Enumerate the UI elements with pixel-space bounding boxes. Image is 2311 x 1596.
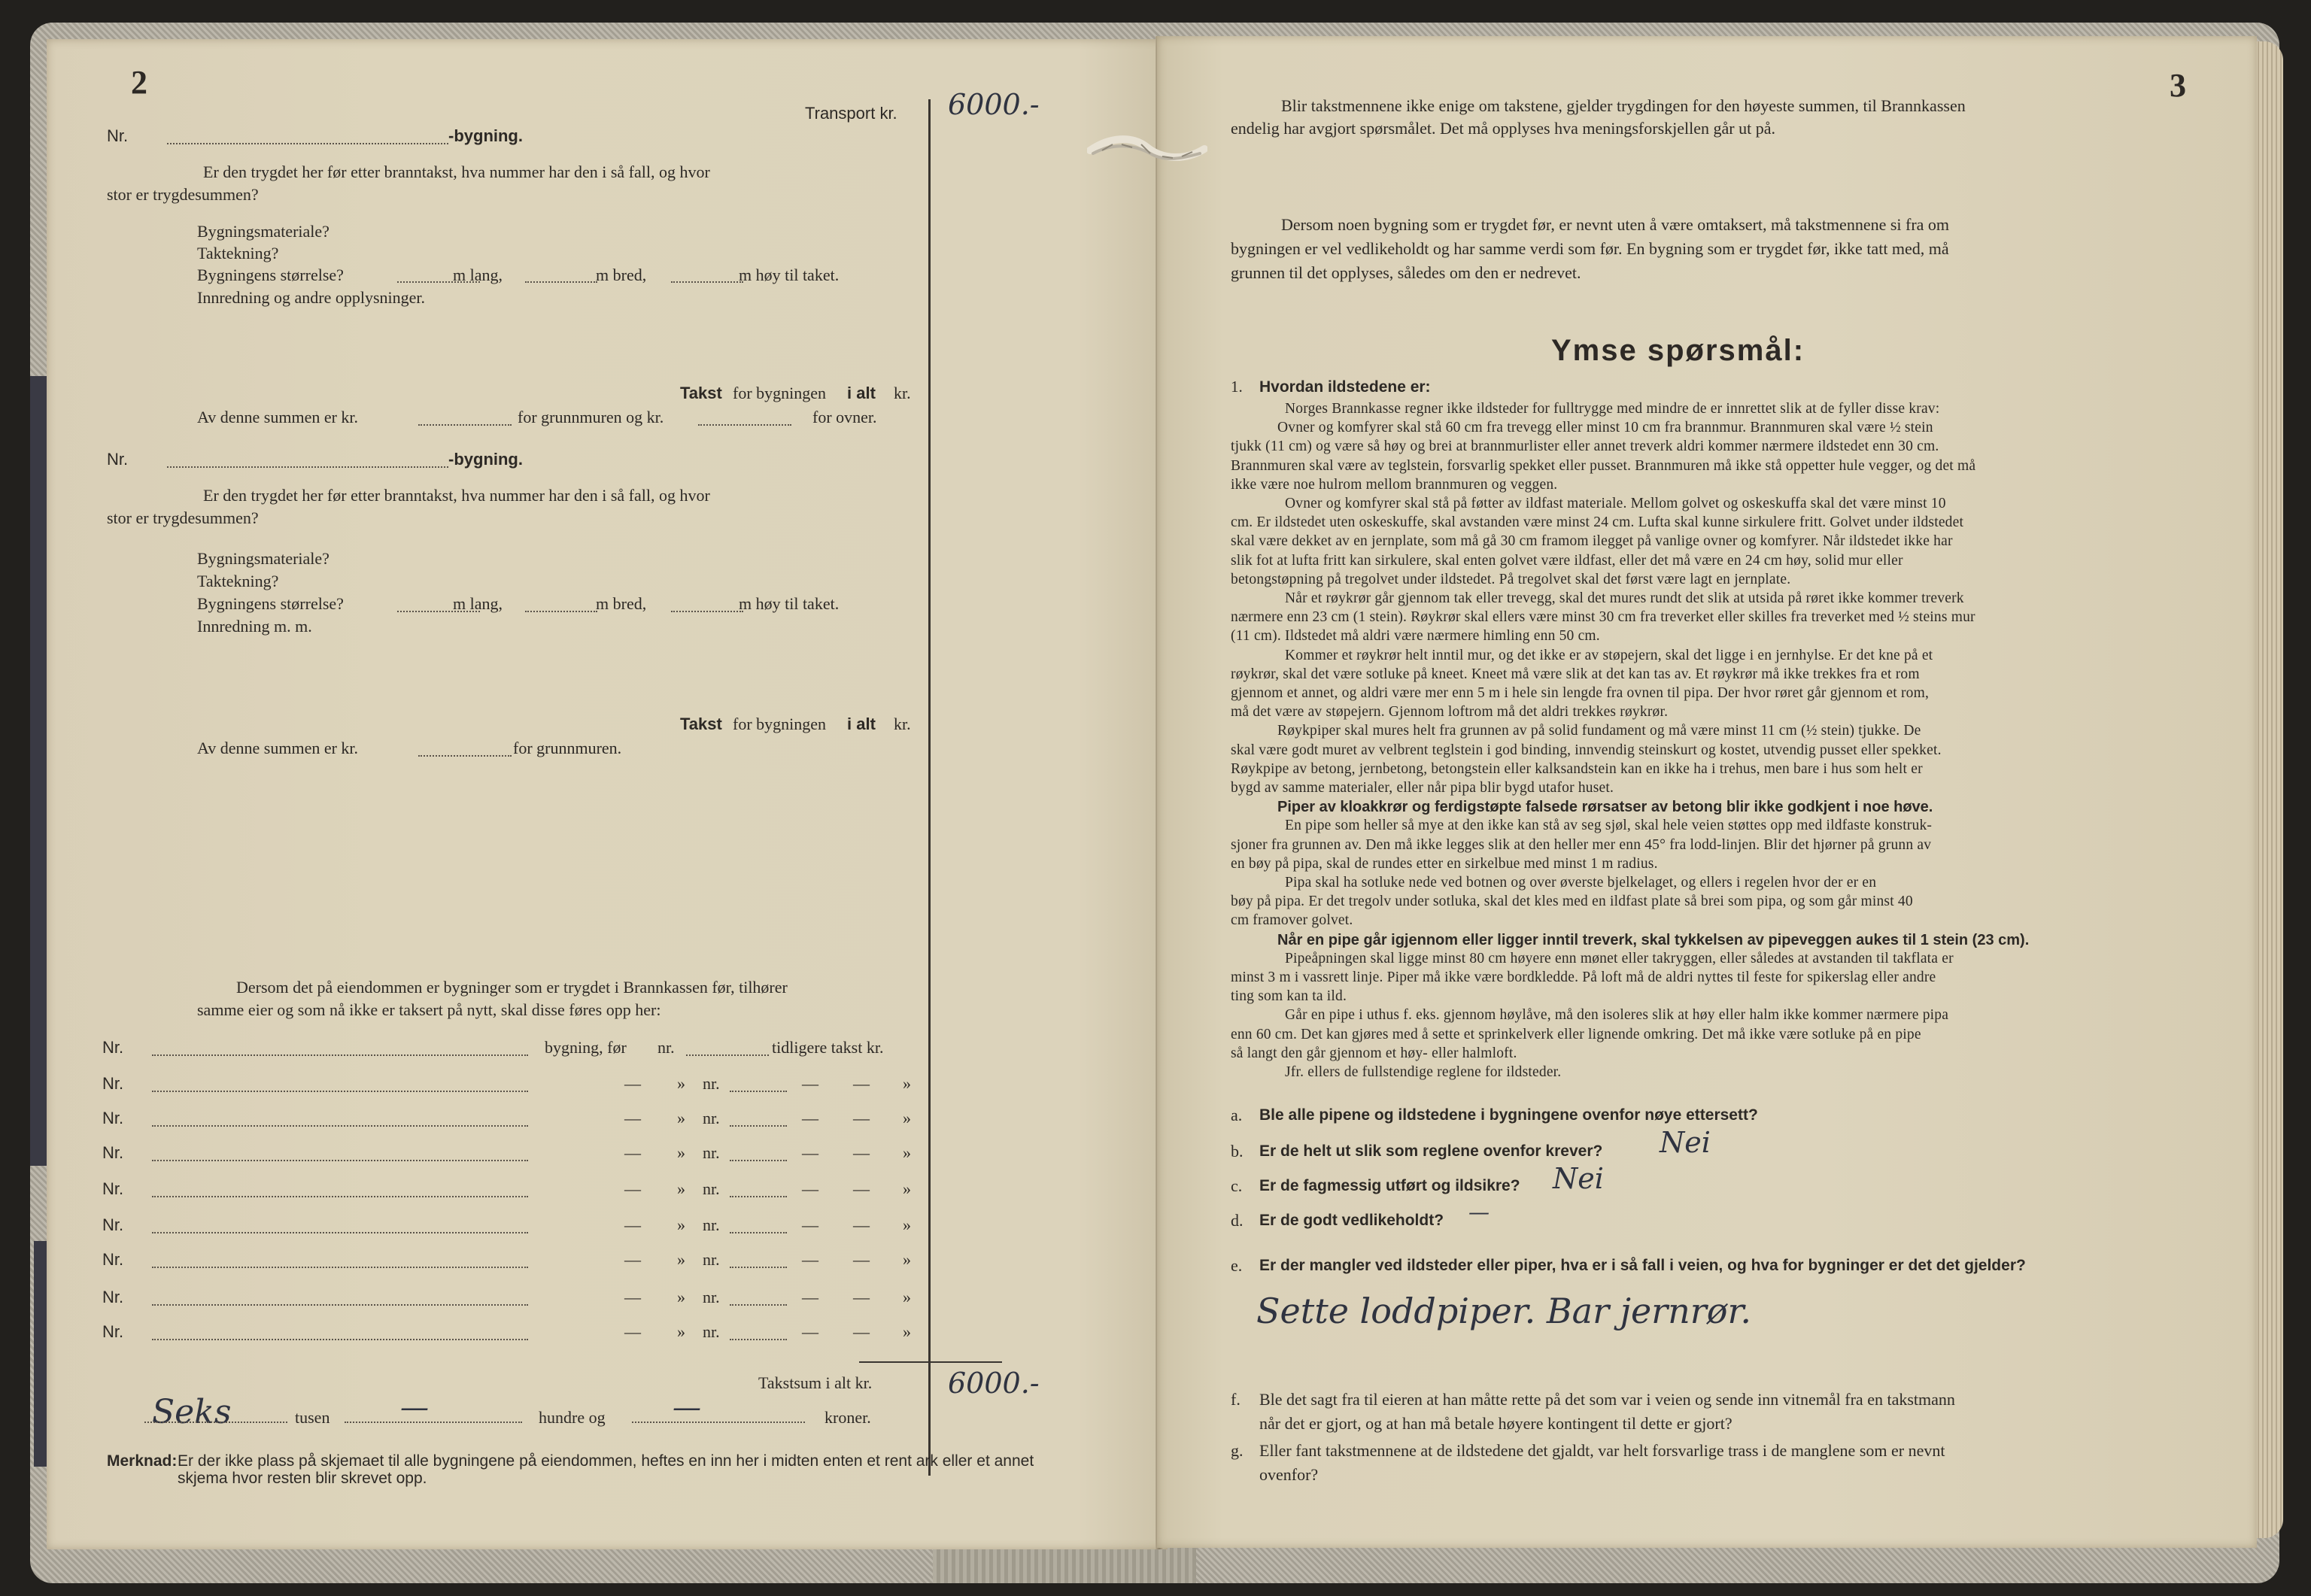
left-page: [47, 39, 1168, 1549]
ditto-mark: —: [624, 1074, 641, 1093]
nr-label: Nr.: [107, 126, 129, 145]
list-item: [47, 1324, 949, 1346]
instruction-text: samme eier og som nå ikke er taksert på nytt, skal disse føres opp her:: [197, 1000, 661, 1019]
regulation-line: sjoner fra grunnen av. Den må ikke legges slik at den heller mer enn 45° fra lodd-linjen. Blir det hjørner på grunn av: [1231, 836, 1932, 853]
question-title: Hvordan ildstedene er:: [1259, 378, 1431, 396]
nr-label: nr.: [703, 1288, 720, 1306]
question-text: Ble det sagt fra til eieren at han måtte rette på det som var i veien og sende inn vitnemål fra en takstmann: [1259, 1390, 1955, 1409]
list-text: tidligere takst kr.: [772, 1038, 884, 1057]
amount-words-handwritten: Seks: [152, 1393, 232, 1431]
regulation-line: slik fot at lufta fritt kan sirkulere, skal enten golvet være ildfast, eller det må være en 24 cm høy, solid mur eller: [1231, 552, 1903, 569]
nr-label: Nr.: [102, 1143, 124, 1162]
nr-label: Nr.: [102, 1179, 124, 1198]
regulation-line: Pipeåpningen skal ligge minst 80 cm høyere enn mønet eller takryggen, eller således at avstanden til takflata er: [1285, 950, 1954, 966]
question-text: stor er trygdesummen?: [107, 185, 259, 204]
ditto-mark: »: [903, 1179, 911, 1198]
nr-label: nr.: [703, 1215, 720, 1234]
regulation-line: enn 60 cm. Det kan gjøres med å sette et sprinkelverk eller lignende omkring. Det må ikke være sotluke på en pipe: [1231, 1026, 1921, 1042]
list-item: [47, 1252, 949, 1274]
ditto-mark: —: [853, 1074, 870, 1093]
fill-line: [152, 1232, 528, 1233]
kroner-label: kroner.: [824, 1408, 871, 1427]
fill-line: [730, 1267, 787, 1268]
nr-label: Nr.: [102, 1288, 124, 1306]
fill-line: [167, 143, 448, 144]
length-label: m lang,: [453, 594, 503, 613]
fill-line: [152, 1125, 528, 1127]
regulation-line: minst 3 m i vassrett linje. Piper må ikke være bordkledde. På loft må de aldri nyttes til feste for spikerslag eller andre: [1231, 969, 1936, 985]
sum-text: Av denne summen er kr.: [197, 408, 359, 426]
fill-line: [418, 755, 512, 757]
nr-label: nr.: [703, 1250, 720, 1269]
fill-line: [730, 1196, 787, 1197]
regulation-line: cm framover golvet.: [1231, 912, 1353, 929]
binding-thread: [1087, 128, 1207, 173]
fill-line: [698, 424, 791, 426]
ditto-mark: »: [903, 1288, 911, 1306]
ditto-mark: »: [677, 1179, 685, 1198]
question-letter: b.: [1231, 1142, 1244, 1161]
roofing-label: Taktekning?: [197, 244, 279, 262]
question-letter: a.: [1231, 1106, 1243, 1124]
question-text: Er der mangler ved ildsteder eller piper, hva er i så fall i veien, og hva for bygninger er det det gjelder?: [1259, 1257, 2026, 1274]
takst-kr: kr.: [894, 384, 911, 402]
fill-line: [152, 1160, 528, 1161]
width-label: m bred,: [596, 594, 647, 613]
question-text: Er de helt ut slik som reglene ovenfor krever?: [1259, 1142, 1603, 1160]
interior-label: Innredning og andre opplysninger.: [197, 288, 426, 307]
list-item: [47, 1110, 949, 1133]
paragraph-line: grunnen til det opplyses, således om den er nedrevet.: [1231, 263, 1581, 282]
nr-label: nr.: [703, 1074, 720, 1093]
ditto-mark: »: [677, 1074, 685, 1093]
fill-line: [525, 611, 597, 612]
question-letter: d.: [1231, 1211, 1244, 1230]
ditto-mark: —: [802, 1322, 818, 1341]
sum-text: Av denne summen er kr.: [197, 739, 359, 757]
regulation-heading-line: Ovner og komfyrer skal stå 60 cm fra trevegg eller minst 10 cm fra brannmur. Brannmuren skal være ½ stein: [1277, 420, 1933, 436]
fill-line: [671, 611, 743, 612]
takst-total: i alt: [847, 384, 876, 402]
ditto-mark: —: [624, 1143, 641, 1162]
merknad-text: skjema hvor resten blir skrevet opp.: [178, 1470, 427, 1487]
fill-line: [730, 1125, 787, 1127]
ditto-mark: »: [903, 1322, 911, 1341]
fill-line: [152, 1304, 528, 1306]
takstsum-label: Takstsum i alt kr.: [758, 1373, 873, 1392]
regulation-line: må det være av støpejern. Gjennom loftrom må det aldri trekkes røykrør.: [1231, 704, 1669, 721]
regulation-line: (11 cm). Ildstedet må aldri være nærmere himling enn 50 cm.: [1231, 628, 1600, 645]
regulation-line: Røykpipe av betong, jernbetong, betongstein eller kalksandstein kan en ikke ha i trehus, men bare i hus som helt er: [1231, 760, 1923, 777]
ditto-mark: —: [853, 1322, 870, 1341]
material-label: Bygningsmateriale?: [197, 222, 329, 241]
fill-line: [730, 1339, 787, 1340]
regulation-line: tjukk (11 cm) og være så høy og brei at brannmurlister eller annet treverk aldri kommer nærmere ildstedet enn 30 cm.: [1231, 438, 1939, 455]
fill-line: [632, 1422, 805, 1423]
question-letter: c.: [1231, 1176, 1243, 1195]
nr-label: Nr.: [102, 1074, 124, 1093]
size-label: Bygningens størrelse?: [197, 594, 344, 613]
fill-line: [730, 1304, 787, 1306]
list-text: bygning, før: [545, 1038, 627, 1057]
regulation-line: ting som kan ta ild.: [1231, 988, 1347, 1005]
ditto-mark: »: [903, 1250, 911, 1269]
question-text: Er de fagmessig utført og ildsikre?: [1259, 1177, 1520, 1194]
ditto-mark: »: [677, 1288, 685, 1306]
ditto-mark: »: [677, 1215, 685, 1234]
ditto-mark: —: [624, 1288, 641, 1306]
question-letter: e.: [1231, 1256, 1243, 1275]
regulation-line: En pipe som heller så mye at den ikke kan stå av seg sjøl, skal hele veien støttes opp med ildfaste konstruk-: [1285, 818, 1933, 834]
regulation-line: betongstøpning på tregolvet under ildstedet. På tregolvet skal det først være lagt en jernplate.: [1231, 571, 1791, 587]
ditto-mark: »: [903, 1109, 911, 1127]
ones-handwritten: —: [673, 1391, 701, 1424]
fill-line: [152, 1091, 528, 1092]
regulation-line: skal være dekket av en jernplate, som må gå 30 cm framom ilegget på vanlige ovner og komfyrer. Når ildstedet ikke har: [1231, 533, 1953, 550]
regulation-line: bygd av samme materialer, eller når pipa blir bygd utafor huset.: [1231, 780, 1614, 796]
ditto-mark: —: [802, 1143, 818, 1162]
nr-label: nr.: [703, 1109, 720, 1127]
ditto-mark: »: [677, 1322, 685, 1341]
takst-text: for bygningen: [733, 715, 827, 733]
list-item: [47, 1217, 949, 1239]
question-text: Er den trygdet her før etter branntakst, hva nummer har den i så fall, og hvor: [203, 486, 710, 505]
page-number: 2: [131, 64, 147, 101]
size-label: Bygningens størrelse?: [197, 265, 344, 284]
interior-label: Innredning m. m.: [197, 617, 312, 636]
ditto-mark: —: [853, 1179, 870, 1198]
merknad-text: Er der ikke plass på skjemaet til alle bygningene på eiendommen, heftes en inn her i midten enten et rent ark eller et annet: [178, 1452, 1034, 1470]
question-number: 1.: [1231, 378, 1243, 396]
ditto-mark: —: [624, 1215, 641, 1234]
list-text: nr.: [657, 1038, 675, 1057]
regulation-line: røykrør, skal det være sotluke på kneet. Kneet må være slik at det kan tas av. Et røykrør må ikke trekkes fra et rom: [1231, 666, 1920, 682]
ditto-mark: »: [677, 1109, 685, 1127]
regulation-line: Kommer et røykrør helt inntil mur, og det ikke er av støpejern, skal det ligge i en jernhylse. Er det kne på et: [1285, 647, 1933, 663]
hundre-label: hundre og: [539, 1408, 606, 1427]
ditto-mark: —: [853, 1109, 870, 1127]
fill-line: [730, 1160, 787, 1161]
answer-handwritten: —: [1468, 1200, 1490, 1224]
nr-label: nr.: [703, 1179, 720, 1198]
regulation-line: Går en pipe i uthus f. eks. gjennom høylåve, må den isoleres slik at høy eller halm ikke kommer nærmere pipa: [1285, 1007, 1949, 1024]
fill-line: [525, 281, 597, 283]
answer-handwritten: Nei: [1553, 1162, 1604, 1195]
ditto-mark: —: [853, 1143, 870, 1162]
answer-handwritten: Sette loddpiper. Bar jernrør.: [1256, 1291, 1752, 1331]
fill-line: [345, 1422, 522, 1423]
ditto-mark: —: [853, 1215, 870, 1234]
list-item: [47, 1181, 949, 1203]
ditto-mark: —: [624, 1109, 641, 1127]
regulation-line: bøy på pipa. Er det tregolv under sotluka, skal det kles med en ildfast plate så brei som pipa, og som går minst 40: [1231, 894, 1913, 910]
regulation-line: Brannmuren skal være av teglstein, forsvarlig spekket eller pusset. Brannmuren må ikke stå oppetter hule vegger, og det må: [1231, 457, 1976, 474]
fill-line: [152, 1267, 528, 1268]
question-text: stor er trygdesummen?: [107, 508, 259, 527]
ditto-mark: »: [903, 1143, 911, 1162]
page-number: 3: [2170, 67, 2186, 104]
regulation-heading-line: Piper av kloakkrør og ferdigstøpte falsede rørsatser av betong blir ikke godkjent i noe høve.: [1277, 799, 1933, 816]
material-label: Bygningsmateriale?: [197, 549, 329, 568]
nr-label: Nr.: [102, 1038, 124, 1057]
regulation-line: gjennom et annet, og aldri være mer enn 5 m i hele sin lengde fra ovnen til pipa. Der hvor røret går gjennom et rom,: [1231, 685, 1930, 701]
height-label: m høy til taket.: [739, 594, 840, 613]
fill-line: [167, 466, 448, 468]
length-label: m lang,: [453, 265, 503, 284]
regulation-line: Norges Brannkasse regner ikke ildsteder for fulltrygge med mindre de er innrettet slik at de fyller disse krav:: [1285, 401, 1940, 417]
regulation-heading-line: Når en pipe går igjennom eller ligger inntil treverk, skal tykkelsen av pipeveggen aukes til 1 stein (23 cm).: [1277, 931, 2030, 948]
fill-line: [418, 424, 512, 426]
ditto-mark: »: [903, 1215, 911, 1234]
nr-label: nr.: [703, 1143, 720, 1162]
ditto-mark: —: [802, 1074, 818, 1093]
sum-rule: [859, 1361, 1002, 1363]
regulation-line: ikke være noe hulrom mellom brannmuren og veggen.: [1231, 476, 1558, 493]
ditto-mark: —: [802, 1109, 818, 1127]
takst-label: Takst: [680, 715, 722, 733]
regulation-line: skal være godt muret av velbrent teglstein i god binding, innvendig steinskurt og kostet, utvendig pusset eller spekket.: [1231, 742, 1942, 758]
question-text: ovenfor?: [1259, 1465, 1319, 1484]
sum-text: for grunnmuren og kr.: [518, 408, 664, 426]
nr-label: Nr.: [102, 1215, 124, 1234]
nr-label: Nr.: [102, 1109, 124, 1127]
transport-value-handwritten: 6000.-: [948, 88, 1040, 121]
fill-line: [730, 1232, 787, 1233]
takst-text: for bygningen: [733, 384, 827, 402]
paragraph-line: endelig har avgjort spørsmålet. Det må opplyses hva meningsforskjellen går ut på.: [1231, 119, 1775, 138]
nr-label: Nr.: [102, 1250, 124, 1269]
nr-label: nr.: [703, 1322, 720, 1341]
nr-label: Nr.: [102, 1322, 124, 1341]
bygning-label: -bygning.: [448, 126, 523, 145]
regulation-line: Jfr. ellers de fullstendige reglene for ildsteder.: [1285, 1064, 1562, 1080]
takst-total: i alt: [847, 715, 876, 733]
regulation-line: Ovner og komfyrer skal stå på føtter av ildfast materiale. Mellom golvet og oskeskuffa skal det være minst 10: [1285, 496, 1946, 511]
roofing-label: Taktekning?: [197, 572, 279, 590]
fill-line: [730, 1091, 787, 1092]
takstsum-value-handwritten: 6000.-: [948, 1367, 1040, 1400]
ditto-mark: »: [903, 1074, 911, 1093]
regulation-line: så langt den går gjennom et høy- eller halmloft.: [1231, 1045, 1517, 1061]
answer-handwritten: Nei: [1660, 1126, 1711, 1159]
list-item: [47, 1145, 949, 1167]
ditto-mark: —: [853, 1250, 870, 1269]
question-text: når det er gjort, og at han må betale høyere kontingent til dette er gjort?: [1259, 1414, 1732, 1433]
list-item: [47, 1076, 949, 1098]
sum-text: for ovner.: [812, 408, 877, 426]
hundreds-handwritten: —: [400, 1391, 429, 1424]
question-text: Ble alle pipene og ildstedene i bygningene ovenfor nøye ettersett?: [1259, 1106, 1758, 1124]
question-letter: f.: [1231, 1390, 1241, 1409]
ditto-mark: —: [624, 1322, 641, 1341]
question-text: Eller fant takstmennene at de ildstedene det gjaldt, var helt forsvarlige trass i de manglene som er nevnt: [1259, 1441, 1945, 1460]
height-label: m høy til taket.: [739, 265, 840, 284]
regulation-line: Pipa skal ha sotluke nede ved botnen og over øverste bjelkelaget, og ellers i regelen hvor der er en: [1285, 875, 1877, 891]
ditto-mark: —: [802, 1250, 818, 1269]
regulation-line: nærmere enn 23 cm (1 stein). Røykrør skal ellers være minst 30 cm fra treverket eller skilles fra treverket med ½ steins mur: [1231, 609, 1975, 626]
ditto-mark: »: [677, 1250, 685, 1269]
width-label: m bred,: [596, 265, 647, 284]
ditto-mark: »: [677, 1143, 685, 1162]
ditto-mark: —: [624, 1250, 641, 1269]
tusen-label: tusen: [295, 1408, 330, 1427]
ditto-mark: —: [853, 1288, 870, 1306]
question-text: Er den trygdet her før etter branntakst, hva nummer har den i så fall, og hvor: [203, 162, 710, 181]
question-text: Er de godt vedlikeholdt?: [1259, 1212, 1444, 1229]
instruction-text: Dersom det på eiendommen er bygninger som er trygdet i Brannkassen før, tilhører: [236, 978, 788, 997]
regulation-heading-line: Røykpiper skal mures helt fra grunnen av på solid fundament og må være minst 11 cm (½ stein) tjukke. De: [1277, 723, 1921, 739]
right-page: [1157, 36, 2257, 1548]
fill-line: [152, 1054, 528, 1056]
list-item: [47, 1039, 949, 1062]
fill-line: [152, 1339, 528, 1340]
paragraph-line: Blir takstmennene ikke enige om takstene, gjelder trygdingen for den høyeste summen, til Brannkassen: [1281, 96, 1966, 115]
ditto-mark: —: [802, 1215, 818, 1234]
nr-label: Nr.: [107, 450, 129, 469]
fill-line: [671, 281, 743, 283]
question-letter: g.: [1231, 1441, 1244, 1460]
regulation-line: en bøy på pipa, skal de rundes etter en sirkelbue med minst 1 m radius.: [1231, 855, 1658, 872]
ditto-mark: —: [624, 1179, 641, 1198]
fill-line: [152, 1196, 528, 1197]
bygning-label: -bygning.: [448, 450, 523, 469]
regulation-line: cm. Er ildstedet uten oskeskuffe, skal avstanden være minst 24 cm. Lufta skal kunne sirkulere fritt. Golvet under ildstedet: [1231, 514, 1964, 531]
regulation-line: Når et røykrør går gjennom tak eller trevegg, skal det mures rundt det slik at utsida på røret ikke kommer treverk: [1285, 590, 1964, 606]
ditto-mark: —: [802, 1288, 818, 1306]
merknad-label: Merknad:: [107, 1452, 178, 1470]
section-heading: Ymse spørsmål:: [1551, 334, 1805, 367]
transport-label: Transport kr.: [805, 104, 897, 123]
ditto-mark: —: [802, 1179, 818, 1198]
takst-label: Takst: [680, 384, 722, 402]
fill-line: [144, 1422, 287, 1423]
takst-kr: kr.: [894, 715, 911, 733]
paragraph-line: bygningen er vel vedlikeholdt og har samme verdi som før. En bygning som er trygdet før, ikke tatt med, må: [1231, 239, 1949, 258]
sum-text: for grunnmuren.: [513, 739, 622, 757]
list-item: [47, 1289, 949, 1312]
paragraph-line: Dersom noen bygning som er trygdet før, er nevnt uten å være omtaksert, må takstmennene si fra om: [1281, 215, 1950, 234]
fill-line: [686, 1054, 769, 1056]
